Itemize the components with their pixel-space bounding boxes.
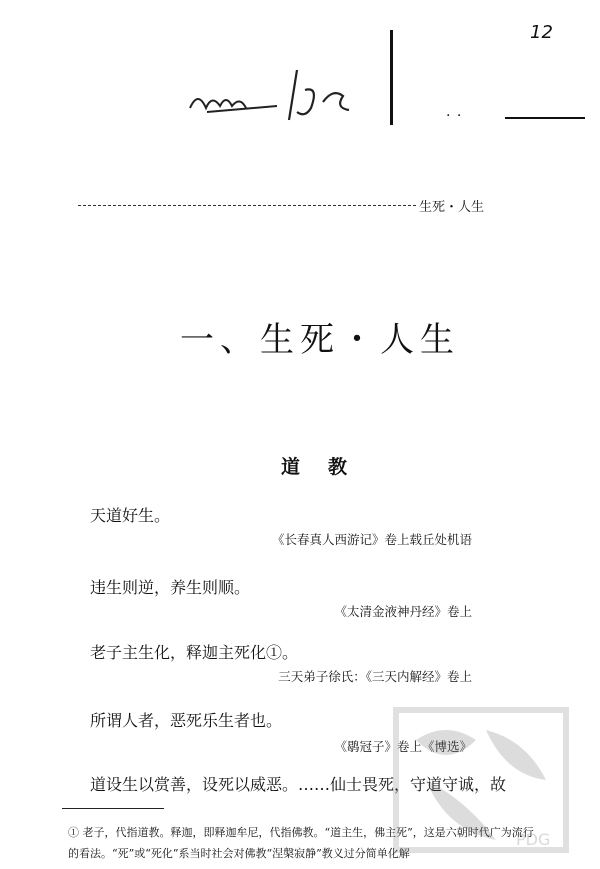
quote-source: 《太清金液神丹经》卷上 [334,604,472,619]
stamp-text: PDG [516,830,551,849]
header-rule [78,205,416,206]
quote-text: 天道好生。 [90,506,171,525]
page-number: 12 [530,22,553,43]
chapter-title: 一、生死・人生 [180,320,460,360]
quote-source: 《长春真人西游记》卷上载丘处机语 [271,532,472,547]
margin-dash-mark [505,117,585,119]
quote-text: 道设生以赏善，设死以威恶。……仙士畏死，守道守诚，故 [90,775,507,794]
footnote-rule [62,808,164,809]
quote-source: 三天弟子徐氏：《三天内解经》卷上 [278,669,472,684]
quote-text: 所谓人者，恶死乐生者也。 [90,711,283,730]
margin-vertical-mark [390,30,393,125]
handwritten-scribble [185,60,365,130]
footnote: ① 老子，代指道教。释迦，即释迦牟尼，代指佛教。“道主生，佛主死”，这是六朝时代广为流行的看法。“死”或“死化”系当时社会对佛教“涅槃寂静”教义过分简单化解 [68,826,534,860]
running-header: 生死・人生 [419,200,485,215]
quote-text: 老子主生化，释迦主死化①。 [90,643,299,662]
quote-source: 《鹖冠子》卷上《博选》 [334,739,472,754]
margin-dots: . . [446,104,463,120]
quote-text: 违生则逆，养生则顺。 [90,578,251,597]
section-title: 道教 [280,456,375,478]
watermark-stamp [376,700,576,860]
